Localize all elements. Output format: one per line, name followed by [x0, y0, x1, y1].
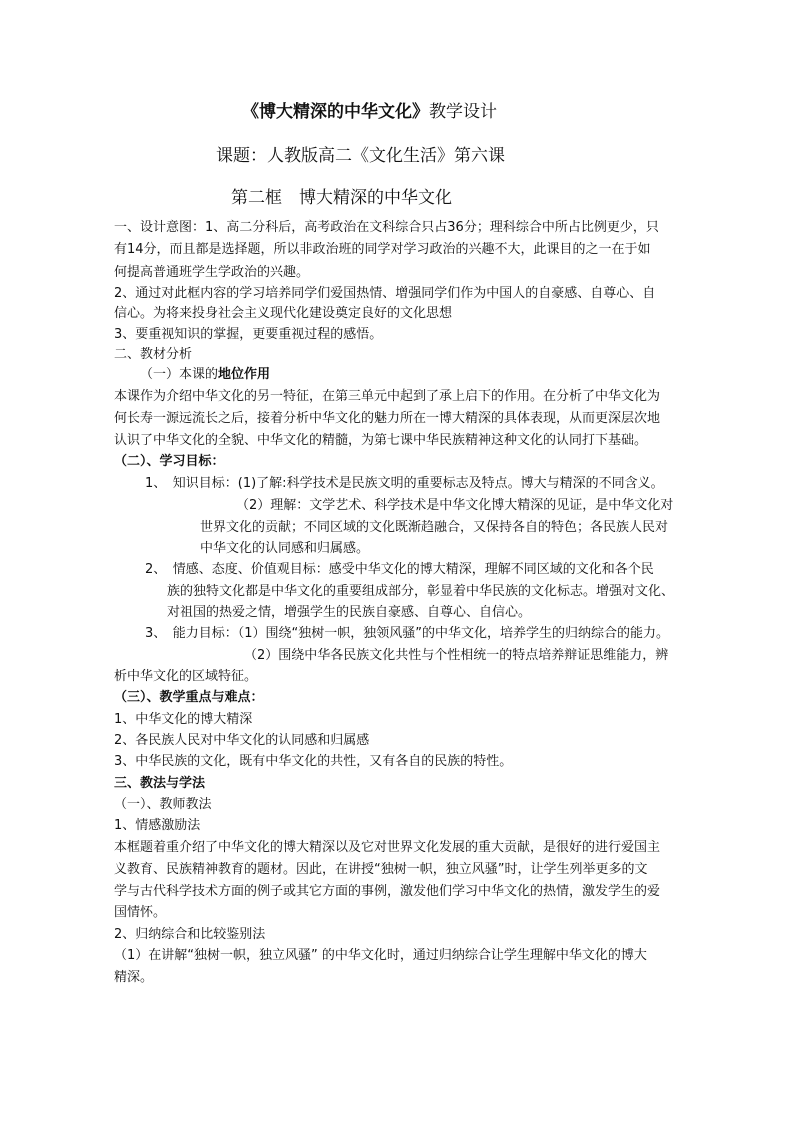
- design-intent-line: 2、通过对此框内容的学习培养同学们爱国热情、增强同学们作为中国人的自豪感、自尊心、自: [114, 286, 656, 301]
- method-title: 2、归纳综合和比较鉴别法: [114, 927, 266, 942]
- title-rest-part: 教学设计: [429, 102, 497, 122]
- key-point-item: 1、中华文化的博大精深: [114, 712, 253, 727]
- method-paragraph-line: 学与古代科学技术方面的例子或其它方面的事例，激发他们学习中华文化的热情，激发学生的爱: [114, 884, 661, 899]
- goals-heading: （二）、学习目标：: [114, 454, 225, 469]
- goal-ability-line: 析中华文化的区域特征。: [114, 669, 258, 684]
- design-intent-line: 信心。为将来投身社会主义现代化建设奠定良好的文化思想: [114, 306, 453, 321]
- method-paragraph-line: 国情怀。: [114, 905, 167, 920]
- subheading-bold: 地位作用: [218, 367, 271, 382]
- goal-ability-line: （2）围绕中华各民族文化共性与个性相统一的特点培养辩证思维能力，辨: [244, 648, 669, 663]
- goal-knowledge-line: 世界文化的贡献；不同区域的文化既渐趋融合，又保持各自的特色；各民族人民对: [200, 520, 669, 535]
- method-paragraph-line: 精深。: [114, 970, 154, 985]
- goal-knowledge-line: （2）理解：文学艺术、科学技术是中华文化博大精深的见证，是中华文化对: [236, 498, 674, 513]
- analysis-paragraph-line: 何长寿一源远流长之后，接着分析中华文化的魅力所在一博大精深的具体表现，从而更深层次地: [114, 411, 661, 426]
- subheading-prefix: （一）本课的: [140, 367, 219, 382]
- design-intent-line: 何提高普通班学生学政治的兴趣。: [114, 265, 310, 280]
- goal-knowledge-line: 1、 知识目标：(1)了解:科学技术是民族文明的重要标志及特点。博大与精深的不同含义。: [145, 476, 664, 491]
- method-paragraph-line: （1）在讲解“独树一帜，独立风骚” 的中华文化时，通过归纳综合让学生理解中华文化的博大: [114, 948, 647, 963]
- key-point-item: 2、各民族人民对中华文化的认同感和归属感: [114, 733, 370, 748]
- goal-emotion-line: 对祖国的热爱之情，增强学生的民族自豪感、自尊心、自信心。: [167, 605, 532, 620]
- goal-knowledge-line: 中华文化的认同感和归属感。: [200, 541, 370, 556]
- analysis-subheading: [140, 368, 270, 381]
- lesson-subtitle: 课题：人教版高二《文化生活》第六课: [216, 146, 505, 166]
- method-title: 1、情感激励法: [114, 818, 201, 833]
- design-intent-line: 3、要重视知识的掌握，更要重视过程的感悟。: [114, 327, 383, 342]
- methods-heading: 三、教法与学法: [114, 776, 206, 791]
- section-subtitle: 第二框 博大精深的中华文化: [231, 188, 452, 208]
- key-point-item: 3、中华民族的文化，既有中华文化的共性，又有各自的民族的特性。: [114, 754, 513, 769]
- document-title: [242, 104, 497, 121]
- goal-ability-line: 3、 能力目标：（1）围绕“独树一帜，独领风骚”的中华文化，培养学生的归纳综合的能力。: [145, 626, 670, 641]
- method-paragraph-line: 本框题着重介绍了中华文化的博大精深以及它对世界文化发展的重大贡献，是很好的进行爱国主: [114, 840, 661, 855]
- key-points-heading: （三）、教学重点与难点：: [114, 690, 264, 705]
- goal-emotion-line: 2、 情感、态度、价值观目标：感受中华文化的博大精深，理解不同区域的文化和各个民: [145, 562, 654, 577]
- goal-emotion-line: 族的独特文化都是中华文化的重要组成部分，彰显着中华民族的文化标志。增强对文化、: [167, 584, 675, 599]
- method-paragraph-line: 义教育、民族精神教育的题材。因此，在讲授“独树一帜，独立风骚”时，让学生列举更多的文: [114, 862, 648, 877]
- methods-subheading: （一）、教师教法: [114, 797, 212, 812]
- analysis-paragraph-line: 本课作为介绍中华文化的另一特征，在第三单元中起到了承上启下的作用。在分析了中华文化为: [114, 389, 661, 404]
- design-intent-line: 有14分，而且都是选择题，所以非政治班的同学对学习政治的兴趣不大，此课目的之一在于如: [114, 242, 651, 257]
- analysis-heading: 二、教材分析: [114, 347, 193, 362]
- design-intent-line: 一、设计意图：1、高二分科后，高考政治在文科综合只占36分；理科综合中所占比例更少，只: [114, 220, 659, 235]
- title-bold-part: 《博大精深的中华文化》: [242, 102, 429, 122]
- analysis-paragraph-line: 认识了中华文化的全貌、中华文化的精髓，为第七课中华民族精神这种文化的认同打下基础。: [114, 433, 648, 448]
